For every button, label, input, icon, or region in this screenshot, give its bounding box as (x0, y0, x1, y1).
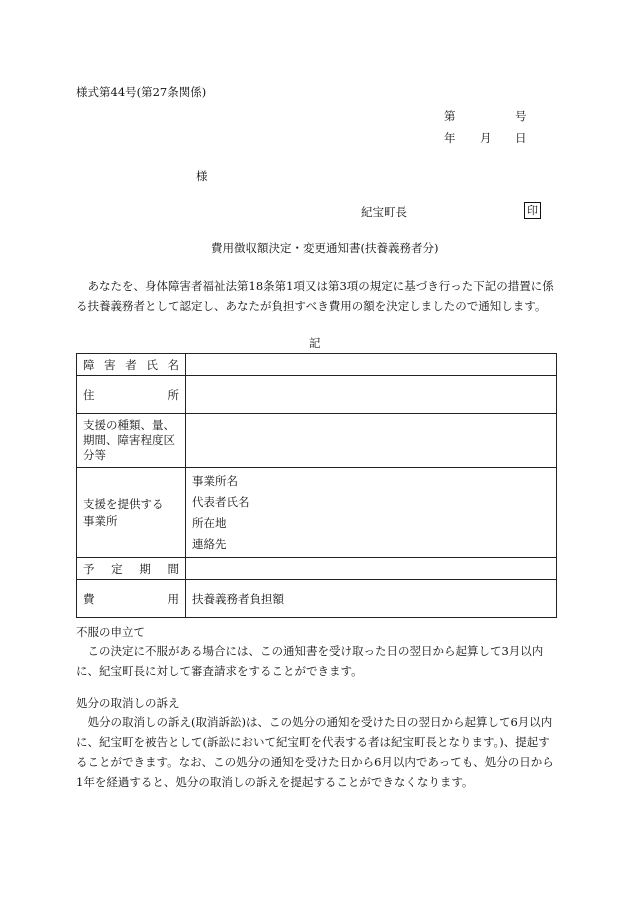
table-row (77, 376, 557, 414)
addressee-suffix: 様 (196, 169, 208, 183)
document-title: 費用徴収額決定・変更通知書(扶養義務者分) (211, 241, 439, 255)
record-table (76, 353, 557, 618)
doc-number-prefix: 第 (444, 109, 456, 123)
date-month: 月 (480, 131, 492, 145)
provider-field-contact: 連絡先 (192, 536, 227, 551)
date-day: 日 (515, 131, 527, 145)
intro-paragraph: あなたを、身体障害者福祉法第18条第1項又は第3項の規定に基づき行った下記の措置に係る扶養義務者として認定し、あなたが負担すべき費用の額を決定しましたので通知します。 (76, 279, 554, 313)
provider-field-office: 事業所名 (192, 473, 238, 488)
name-cell (186, 354, 557, 376)
form-number: 様式第44号(第27条関係) (76, 85, 207, 99)
table-row (77, 558, 557, 580)
table-row (77, 354, 557, 376)
address-label: 住 所 (83, 387, 179, 402)
table-row (77, 414, 557, 468)
provider-field-location: 所在地 (192, 515, 227, 530)
table-row (77, 580, 557, 618)
appeal-paragraph: この決定に不服がある場合には、この通知書を受け取った日の翌日から起算して3月以内に、紀宝町長に対して審査請求をすることができます。 (76, 644, 544, 678)
address-cell (186, 376, 557, 414)
cost-value: 扶養義務者負担額 (186, 580, 557, 618)
provider-label-2: 事業所 (83, 513, 118, 528)
lawsuit-heading: 処分の取消しの訴え (76, 696, 180, 710)
lawsuit-paragraph: 処分の取消しの訴え(取消訴訟)は、この処分の通知を受けた日の翌日から起算して6月以内に、紀宝町を被告として(訴訟において紀宝町を代表する者は紀宝町長となります。)、提起することができます。なお、この処分の通知を受けた日から6月以内であっても、処分の日から1年を経過すると、処分の取消しの訴えを提起することができなくなります。 (76, 715, 554, 789)
period-cell (186, 558, 557, 580)
cost-label: 費 用 (83, 591, 179, 606)
date-year: 年 (444, 131, 456, 145)
name-label: 障 害 者 氏 名 (83, 357, 179, 372)
provider-label-1: 支援を提供する (83, 496, 164, 511)
provider-field-representative: 代表者氏名 (192, 494, 250, 509)
issuer-name: 紀宝町長 (361, 205, 407, 219)
period-label: 予 定 期 間 (83, 561, 179, 576)
ki-heading: 記 (309, 336, 321, 350)
seal-mark: 印 (524, 202, 541, 219)
appeal-heading: 不服の申立て (76, 625, 145, 639)
doc-number-suffix: 号 (515, 109, 527, 123)
support-label: 支援の種類、量、期間、障害程度区分等 (77, 414, 186, 468)
table-row (77, 468, 557, 558)
support-cell (186, 414, 557, 468)
